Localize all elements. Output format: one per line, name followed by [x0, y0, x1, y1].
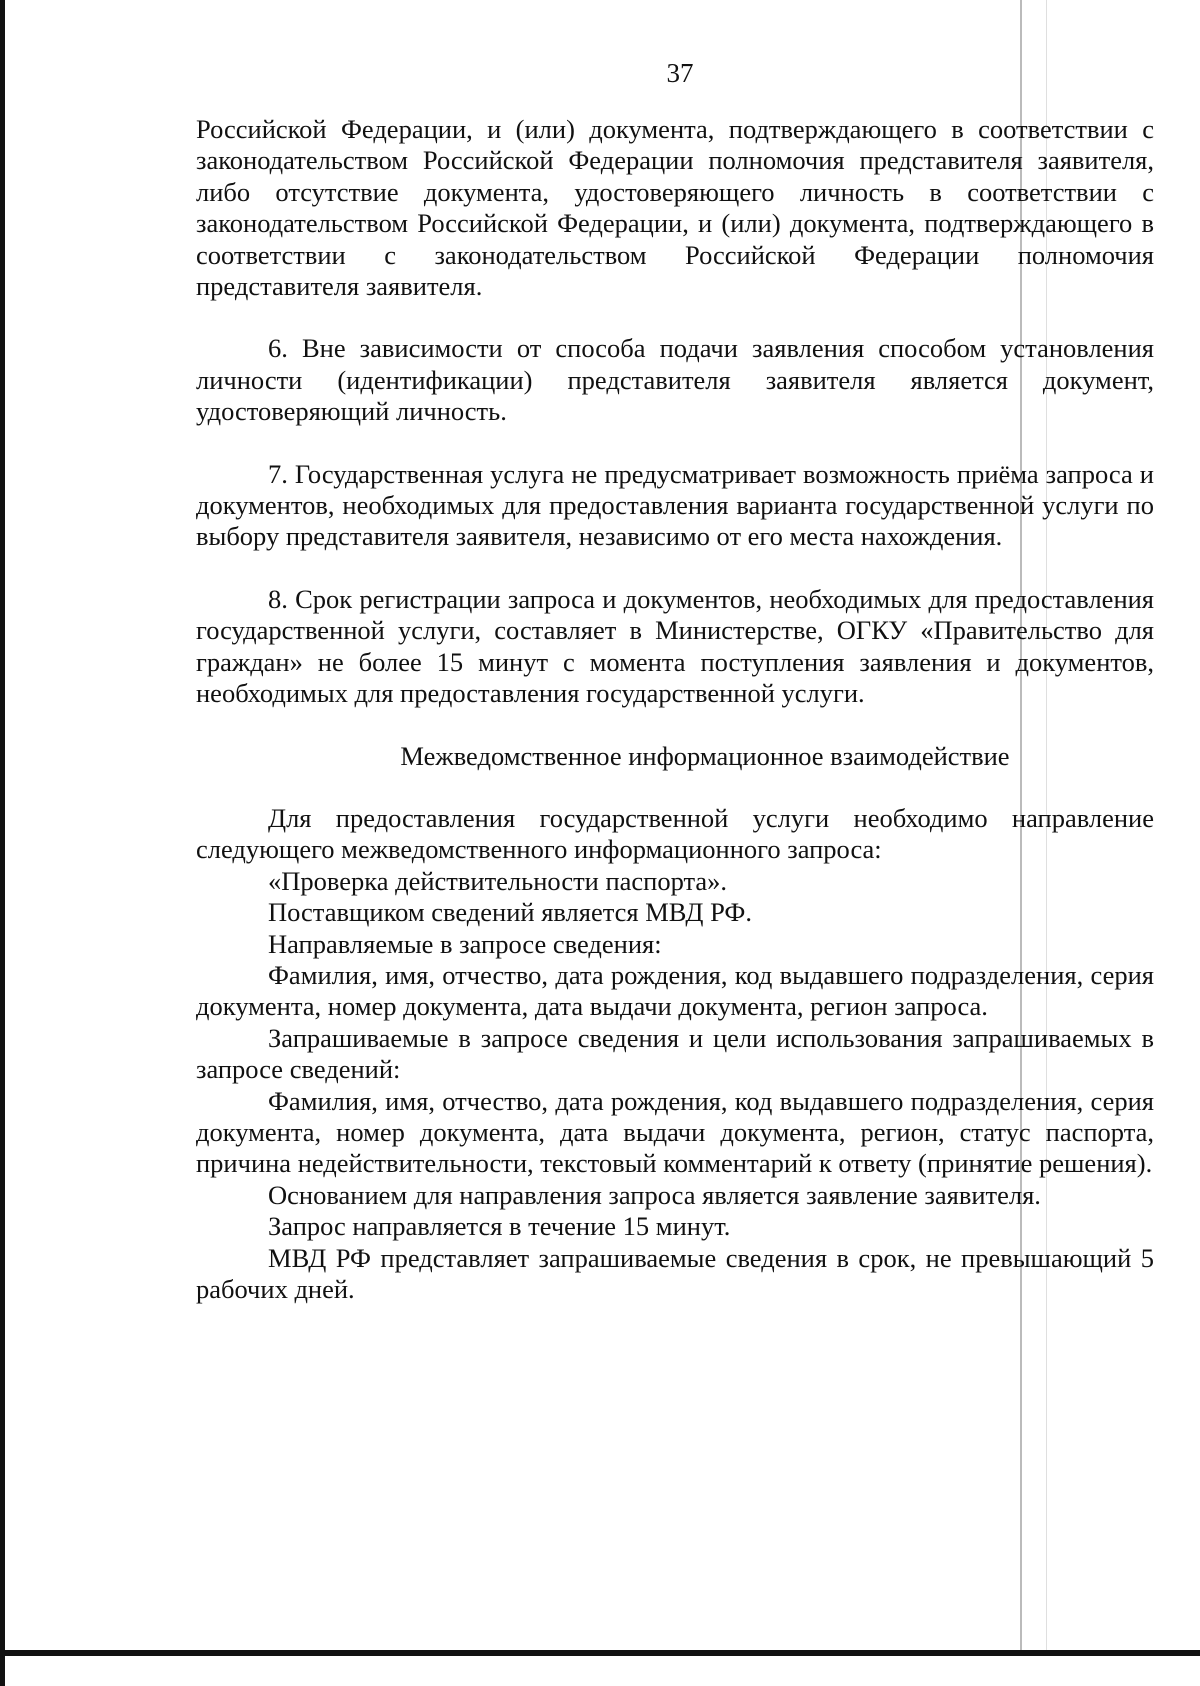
section-paragraph: Основанием для направления запроса является заявление заявителя.: [268, 1179, 1041, 1210]
section-paragraph: Для предоставления государственной услуги необходимо направление следующего межведомственного информационного запроса:: [196, 802, 1154, 865]
section-paragraph: Запрашиваемые в запросе сведения и цели использования запрашиваемых в запросе сведений:: [196, 1022, 1154, 1085]
paragraph-continuation: Российской Федерации, и (или) документа, подтверждающего в соответствии с законодательством Российской Федерации полномочия представителя заявителя, либо отсутствие документа, удостоверяющего личность в соответствии с законодательством Российской Федерации, и (или) документа, подтверждающего в соответствии с законодательством Российской Федерации полномочия представителя заявителя.: [196, 114, 1154, 302]
section-paragraph: Направляемые в запросе сведения:: [268, 928, 662, 959]
section-paragraph: «Проверка действительности паспорта».: [268, 865, 728, 896]
section-paragraph: Поставщиком сведений является МВД РФ.: [268, 897, 752, 928]
section-paragraph: МВД РФ представляет запрашиваемые сведения в срок, не превышающий 5 рабочих дней.: [196, 1242, 1154, 1304]
section-paragraph: Запрос направляется в течение 15 минут.: [268, 1211, 731, 1242]
document-body: [196, 114, 1154, 1305]
section-heading: Межведомственное информационное взаимодействие: [400, 740, 1010, 771]
scan-left-border: [0, 0, 5, 1686]
page-number: 37: [666, 58, 694, 88]
paragraph-6: 6. Вне зависимости от способа подачи заявления способом установления личности (идентификации) представителя заявителя является документ, удостоверяющий личность.: [196, 333, 1154, 427]
scan-bottom-border: [0, 1650, 1200, 1656]
paragraph-8: 8. Срок регистрации запроса и документов, необходимых для предоставления государственной услуги, составляет в Министерстве, ОГКУ «Правительство для граждан» не более 15 минут с момента поступления заявления и документов, необходимых для предоставления государственной услуги.: [196, 583, 1154, 709]
paragraph-7: 7. Государственная услуга не предусматривает возможность приёма запроса и документов, необходимых для предоставления варианта государственной услуги по выбору представителя заявителя, независимо от его места нахождения.: [196, 458, 1154, 552]
section-paragraph: Фамилия, имя, отчество, дата рождения, код выдавшего подразделения, серия документа, номер документа, дата выдачи документа, регион запроса.: [196, 959, 1154, 1022]
section-paragraph: Фамилия, имя, отчество, дата рождения, код выдавшего подразделения, серия документа, номер документа, дата выдачи документа, регион, статус паспорта, причина недействительности, текстовый комментарий к ответу (принятие решения).: [196, 1085, 1154, 1179]
